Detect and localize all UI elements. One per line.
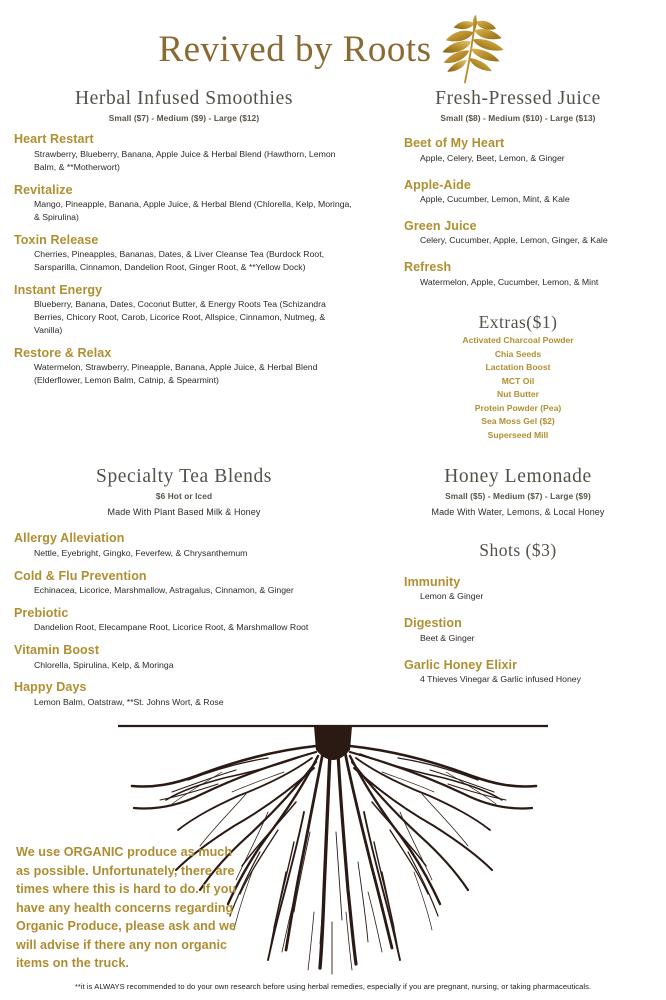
- menu-item[interactable]: [14, 346, 354, 387]
- leaf-icon: [436, 12, 508, 86]
- smoothies-title: Herbal Infused Smoothies: [74, 88, 294, 109]
- section-fresh-pressed-juice: [372, 88, 664, 288]
- item-name: Apple-Aide: [404, 177, 471, 192]
- item-description: Chlorella, Spirulina, Kelp, & Moringa: [34, 659, 174, 670]
- lemonade-prices: Small ($5) - Medium ($7) - Large ($9): [445, 491, 591, 502]
- item-name: Toxin Release: [14, 232, 99, 247]
- extras-item[interactable]: Activated Charcoal Powder: [462, 335, 574, 345]
- section-smoothies: [14, 88, 354, 387]
- tea-title: Specialty Tea Blends: [96, 466, 272, 487]
- menu-item[interactable]: [14, 283, 354, 337]
- menu-item[interactable]: [14, 183, 354, 224]
- menu-item[interactable]: [372, 219, 664, 247]
- item-name: Allergy Alleviation: [14, 531, 125, 546]
- section-shots: [372, 540, 664, 686]
- menu-item[interactable]: [372, 178, 664, 206]
- item-name: Heart Restart: [14, 132, 94, 147]
- item-description: Apple, Celery, Beet, Lemon, & Ginger: [420, 152, 565, 163]
- tea-note: Made With Plant Based Milk & Honey: [107, 507, 261, 518]
- item-name: Vitamin Boost: [14, 643, 100, 658]
- herbal-remedy-disclaimer: **it is ALWAYS recommended to do your own research before using herbal remedies, especially if you are pregnant, nursing, or taking pharmaceuticals.: [74, 982, 592, 991]
- item-name: Refresh: [404, 260, 452, 275]
- menu-item[interactable]: [372, 616, 664, 644]
- item-description: Watermelon, Strawberry, Pineapple, Banana, Apple Juice, & Herbal Blend (Elderflower, Lemon Balm, Catnip, & Spearmint): [34, 362, 318, 386]
- menu-item[interactable]: [14, 233, 354, 274]
- menu-item[interactable]: [14, 606, 354, 634]
- item-description: Dandelion Root, Elecampane Root, Licorice Root, & Marshmallow Root: [34, 622, 309, 633]
- item-name: Beet of My Heart: [404, 136, 505, 151]
- extras-item[interactable]: Sea Moss Gel ($2): [481, 416, 555, 427]
- shots-title: Shots ($3): [479, 540, 557, 560]
- item-name: Digestion: [404, 616, 462, 631]
- item-description: Mango, Pineapple, Banana, Apple Juice, & Herbal Blend (Chlorella, Kelp, Moringa, & Spirulina): [34, 198, 352, 222]
- extras-item[interactable]: Protein Powder (Pea): [474, 402, 562, 413]
- extras-item[interactable]: Chia Seeds: [494, 348, 542, 359]
- lemonade-title: Honey Lemonade: [444, 466, 592, 487]
- item-description: Blueberry, Banana, Dates, Coconut Butter, & Energy Roots Tea (Schizandra Berries, Chicory Root, Carob, Licorice Root, Allspice, Cinnamon, Nutmeg, & Vanilla): [34, 299, 326, 335]
- lemonade-note: Made With Water, Lemons, & Local Honey: [431, 507, 605, 518]
- item-name: Instant Energy: [14, 282, 103, 297]
- menu-item[interactable]: [14, 132, 354, 173]
- item-name: Revitalize: [14, 182, 73, 197]
- item-description: Beet & Ginger: [420, 632, 475, 643]
- tea-prices: $6 Hot or Iced: [155, 491, 213, 502]
- item-description: Apple, Cucumber, Lemon, Mint, & Kale: [420, 194, 570, 205]
- juice-prices: Small ($8) - Medium ($10) - Large ($13): [440, 113, 596, 124]
- organic-produce-notice: We use ORGANIC produce as much as possible. Unfortunately, there are times where this is hard to do. If you have any health concerns regarding Organic Produce, please ask and we will advise if there any non organic items on the truck.: [16, 845, 237, 970]
- item-description: Echinacea, Licorice, Marshmallow, Astragalus, Cinnamon, & Ginger: [34, 585, 294, 596]
- item-name: Restore & Relax: [14, 345, 112, 360]
- menu-item[interactable]: [14, 531, 354, 559]
- extras-list: [372, 334, 664, 443]
- section-specialty-tea-blends: [14, 466, 354, 709]
- item-name: Green Juice: [404, 218, 477, 233]
- item-description: Cherries, Pineapples, Bananas, Dates, & Liver Cleanse Tea (Burdock Root, Sarsparilla, Cinnamon, Dandelion Root, Ginger Root, & **Yellow Dock): [34, 249, 325, 272]
- menu-item[interactable]: [14, 643, 354, 671]
- brand-header: [0, 10, 666, 88]
- item-description: Celery, Cucumber, Apple, Lemon, Ginger, & Kale: [420, 235, 608, 246]
- brand-name: Revived by Roots: [158, 28, 432, 70]
- menu-item[interactable]: [372, 136, 664, 164]
- item-description: Lemon Balm, Oatstraw, **St. Johns Wort, & Rose: [34, 696, 224, 707]
- menu-item[interactable]: [14, 569, 354, 597]
- section-extras: [372, 312, 664, 443]
- extras-title: Extras($1): [478, 312, 558, 332]
- extras-item[interactable]: MCT Oil: [501, 375, 535, 386]
- item-description: 4 Thieves Vinegar & Garlic infused Honey: [420, 673, 581, 684]
- extras-item[interactable]: Superseed Mill: [487, 430, 549, 441]
- menu-item[interactable]: [372, 260, 664, 288]
- item-name: Immunity: [404, 575, 461, 589]
- section-honey-lemonade: [372, 466, 664, 517]
- extras-item[interactable]: Nut Butter: [496, 389, 539, 400]
- item-name: Prebiotic: [14, 605, 69, 620]
- item-name: Cold & Flu Prevention: [14, 568, 147, 583]
- item-name: Happy Days: [14, 680, 87, 695]
- smoothies-prices: Small ($7) - Medium ($9) - Large ($12): [108, 113, 260, 124]
- item-description: Nettle, Eyebright, Gingko, Feverfew, & Chrysanthemum: [34, 547, 248, 558]
- menu-item[interactable]: [14, 680, 354, 708]
- item-description: Lemon & Ginger: [420, 591, 484, 602]
- extras-item[interactable]: Lactation Boost: [485, 362, 551, 373]
- menu-item[interactable]: [372, 575, 664, 603]
- menu-item[interactable]: [372, 658, 664, 686]
- item-description: Strawberry, Blueberry, Banana, Apple Juice & Herbal Blend (Hawthorn, Lemon Balm, & **Motherwort): [34, 148, 336, 172]
- item-name: Garlic Honey Elixir: [404, 657, 518, 672]
- juice-title: Fresh-Pressed Juice: [435, 88, 601, 109]
- item-description: Watermelon, Apple, Cucumber, Lemon, & Mint: [420, 276, 599, 287]
